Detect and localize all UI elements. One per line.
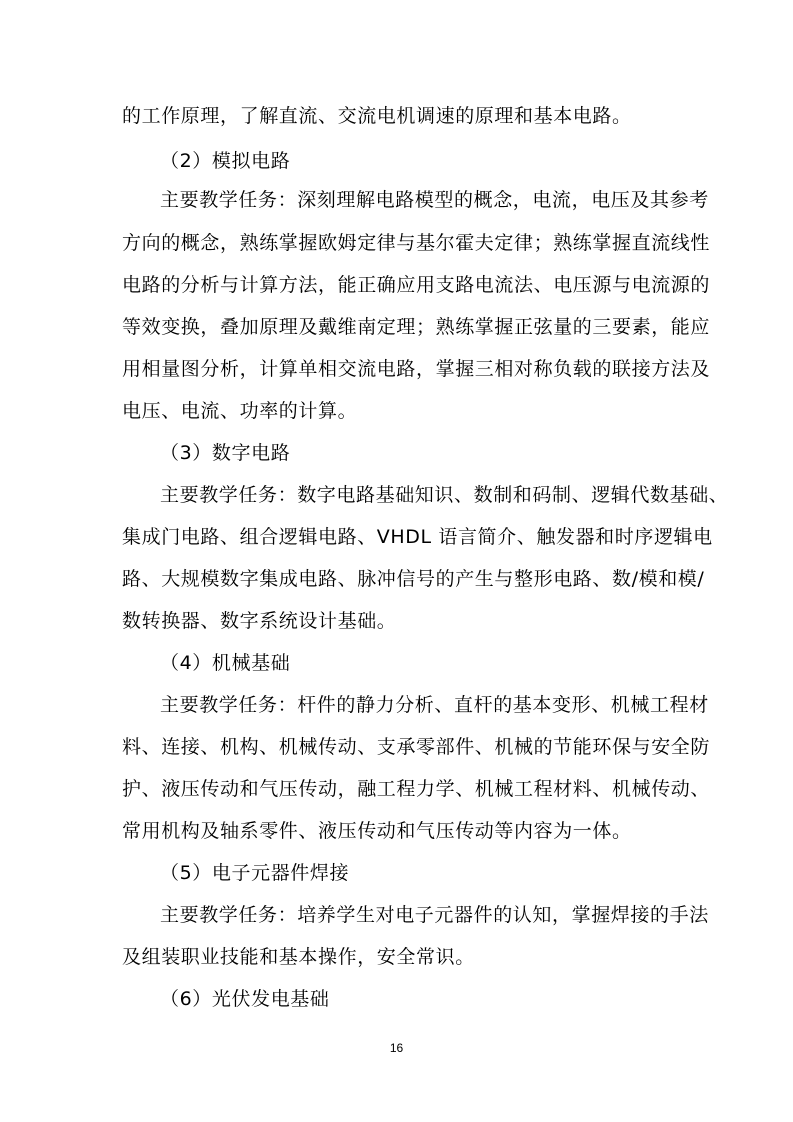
text-line: 电路的分析与计算方法，能正确应用支路电流法、电压源与电流源的: [122, 274, 711, 296]
section-heading: （6）光伏发电基础: [160, 988, 330, 1010]
section-heading: （3）数字电路: [160, 442, 291, 464]
text-line: 主要教学任务：杆件的静力分析、直杆的基本变形、机械工程材: [160, 694, 709, 716]
text-line: 及组装职业技能和基本操作，安全常识。: [122, 946, 475, 968]
section-heading: （4）机械基础: [160, 652, 291, 674]
text-line: 主要教学任务：数字电路基础知识、数制和码制、逻辑代数基础、: [160, 484, 729, 506]
section-heading: （5）电子元器件焊接: [160, 862, 350, 884]
text-line: 用相量图分析，计算单相交流电路，掌握三相对称负载的联接方法及: [122, 358, 711, 380]
text-line: 路、大规模数字集成电路、脉冲信号的产生与整形电路、数/模和模/: [122, 568, 705, 590]
text-line: 主要教学任务：培养学生对电子元器件的认知，掌握焊接的手法: [160, 904, 709, 926]
text-line: 常用机构及轴系零件、液压传动和气压传动等内容为一体。: [122, 820, 632, 842]
text-line: 主要教学任务：深刻理解电路模型的概念，电流，电压及其参考: [160, 189, 709, 211]
text-line: 的工作原理，了解直流、交流电机调速的原理和基本电路。: [122, 105, 632, 127]
text-line: 方向的概念，熟练掌握欧姆定律与基尔霍夫定律；熟练掌握直流线性: [122, 232, 711, 254]
text-line: 集成门电路、组合逻辑电路、VHDL 语言简介、触发器和时序逻辑电: [122, 526, 713, 548]
text-line: 护、液压传动和气压传动，融工程力学、机械工程材料、机械传动、: [122, 778, 711, 800]
page-number: 16: [389, 1041, 404, 1055]
text-line: 等效变换，叠加原理及戴维南定理；熟练掌握正弦量的三要素，能应: [122, 316, 711, 338]
text-line: 数转换器、数字系统设计基础。: [122, 610, 397, 632]
section-heading: （2）模拟电路: [160, 150, 291, 172]
text-line: 电压、电流、功率的计算。: [122, 400, 358, 422]
text-line: 料、连接、机构、机械传动、支承零部件、机械的节能环保与安全防: [122, 736, 711, 758]
